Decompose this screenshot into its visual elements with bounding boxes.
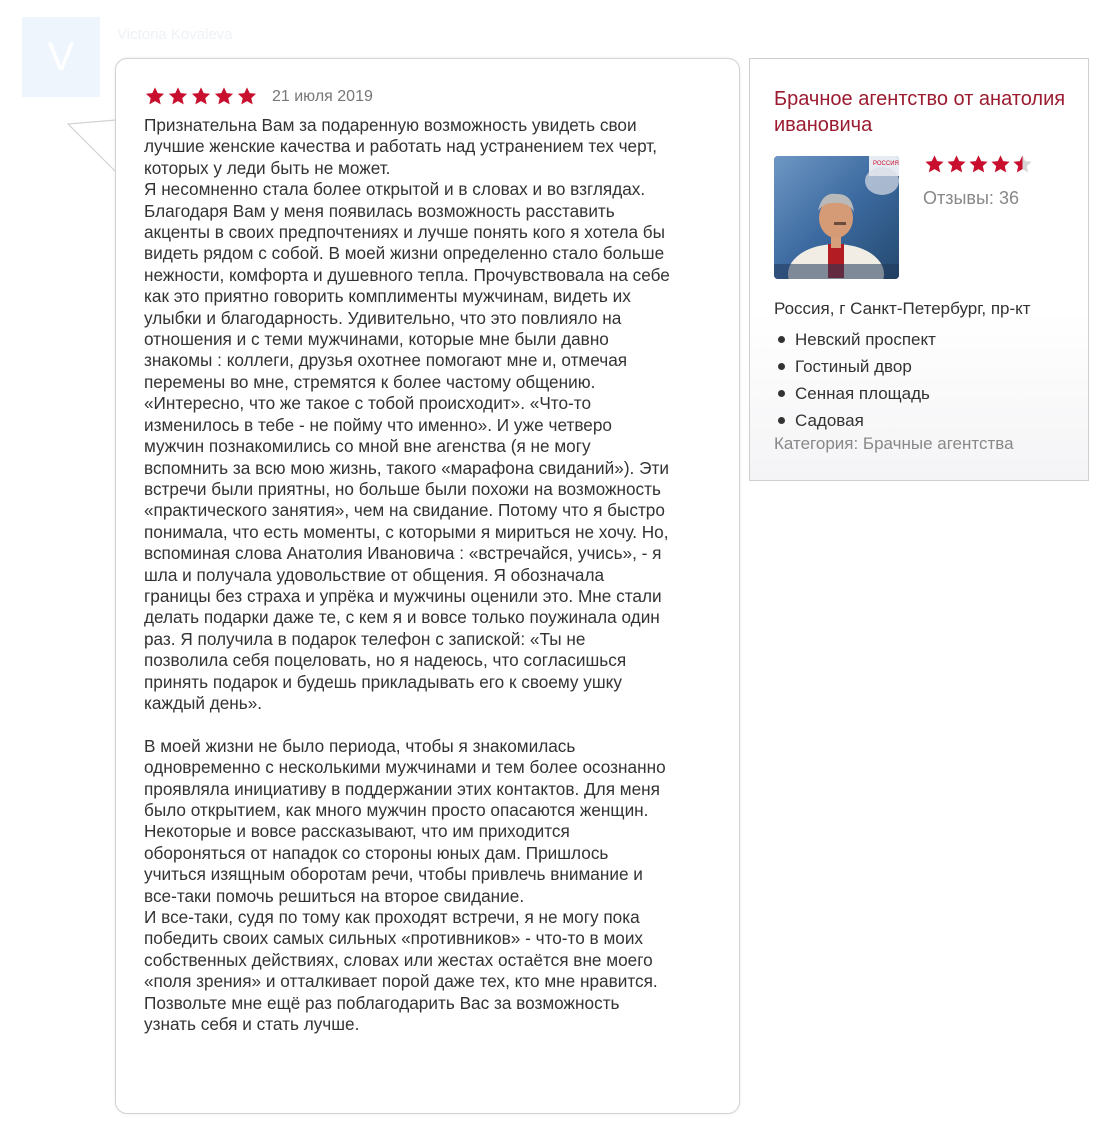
review-line: шла и получала удовольствие от общения. Я обозначала [144,564,605,585]
review-line: победить своих самых сильных «противников» - что-то в моих [144,928,644,949]
author-initial: V [47,34,75,79]
metro-item: Сенная площадь [774,380,936,407]
review-line: было открытием, как много мужчин просто опасаются женщин. [144,799,649,820]
author-avatar [22,17,100,97]
review-line: которых у леди быть не может. [144,157,391,178]
review-text [144,115,719,1035]
star-icon [190,86,212,107]
review-line: «поля зрения» и отталкивает порой даже тех, кто мне нравится. [144,971,658,992]
review-line: вспомнить за всю мою жизнь, такого «марафона свиданий»). Эти [144,457,669,478]
review-paragraph [144,115,719,714]
company-rating-stars [924,154,1033,175]
company-photo-image [774,156,899,279]
bullet-icon [778,390,785,397]
review-line: И все-таки, судя по тому как проходят встречи, я не могу пока [144,907,640,928]
star-icon [946,154,967,175]
review-line: встречи были приятны, но больше были похожи на возможность [144,478,661,499]
review-line: отношения и с теми мужчинами, которые мне были давно [144,329,609,350]
review-line: обороняться от нападок со стороны юных дам. Пришлось [144,842,609,863]
review-line: изменилось в тебе - не пойму что именно». И уже четверо [144,414,612,435]
photo-caption: РОССИЯ [873,161,899,167]
metro-item: Невский проспект [774,326,936,353]
star-icon [167,86,189,107]
bullet-icon [778,417,785,424]
review-date: 21 июля 2019 [272,87,373,105]
review-line: Благодаря Вам у меня появилась возможность расставить [144,200,615,221]
review-line: улыбки и благодарность. Удивительно, что это повлияло на [144,307,622,328]
star-icon [924,154,945,175]
review-line: «практического занятия», чем на свидание. Потому что я быстро [144,500,665,521]
company-title-link[interactable]: Брачное агентство от анатолия ивановича [774,88,1066,136]
review-meta [144,86,373,107]
metro-item: Гостиный двор [774,353,936,380]
review-line: видеть рядом с собой. В моей жизни определенно стало больше [144,243,665,264]
review-line: Я несомненно стала более открытой и в словах и во взглядах. [144,179,646,200]
company-card [749,58,1089,481]
review-line: узнать себя и стать лучше. [144,1014,360,1035]
review-line: мужчин познакомились со мной вне агенства (я не могу [144,436,591,457]
review-line: проявляла инициативу в поддержании этих контактов. Для меня [144,778,660,799]
review-line: нежности, комфорта и душевного тепла. Прочувствовала на себе [144,264,670,285]
review-line: В моей жизни не было периода, чтобы я знакомилась [144,735,576,756]
review-line: каждый день». [144,692,263,713]
review-line: одновременно с несколькими мужчинами и тем более осознанно [144,757,666,778]
star-icon [990,154,1011,175]
company-photo[interactable] [774,156,899,279]
review-line: границы без страха и упрёка и мужчины оценили это. Мне стали [144,585,662,606]
bubble-tail [66,118,120,174]
star-icon [144,86,166,107]
review-line: учиться изящным оборотам речи, чтобы привлечь внимание и [144,864,643,885]
review-line: Признательна Вам за подаренную возможность увидеть свои [144,115,637,135]
review-line: Позвольте мне ещё раз поблагодарить Вас за возможность [144,992,620,1013]
star-icon [213,86,235,107]
company-category: Категория: Брачные агентства [774,434,1014,453]
star-icon [236,86,258,107]
review-line: делать подарки даже те, с кем я и вовсе только поужинала один [144,607,660,628]
review-paragraph [144,736,719,1036]
company-address: Россия, г Санкт-Петербург, пр-кт [774,299,1031,318]
star-icon [1012,154,1033,175]
bullet-icon [778,336,785,343]
review-line: вспоминая слова Анатолия Ивановича : «встречайся, учись», - я [144,543,662,564]
review-line: как это приятно говорить комплименты мужчинам, видеть их [144,286,631,307]
review-rating-stars [144,86,258,107]
review-line: лучшие женские качества и работать над устранением тех черт, [144,136,658,157]
bullet-icon [778,363,785,370]
reviews-count-link[interactable]: Отзывы: 36 [923,188,1019,208]
review-line: «Интересно, что же такое с тобой происходит». «Что-то [144,393,592,414]
review-line: акценты в своих предпочтениях и лучше понять кого я хотела бы [144,222,666,243]
review-line: позволила себя поцеловать, но я надеюсь, что согласишься [144,650,627,671]
metro-item: Садовая [774,407,936,434]
review-line: понимала, что есть моменты, с которыми я мириться не хочу. Но, [144,521,669,542]
review-line: принять подарок и будешь прикладывать его к своему ушку [144,671,622,692]
review-card [115,58,740,1114]
review-line: собственных действиях, словах или жестах остаётся вне моего [144,949,653,970]
metro-list [774,326,936,434]
author-name: Victoria Kovaleva [117,26,233,43]
review-line: знакомы : коллеги, друзья охотнее помогают мне и, отмечая [144,350,628,371]
review-line: все-таки помочь решиться на второе свидание. [144,885,525,906]
review-line: Некоторые и вовсе рассказывают, что им приходится [144,821,570,842]
star-icon [968,154,989,175]
review-line: перемены во мне, стремятся к более частому общению. [144,371,596,392]
review-line: раз. Я получила в подарок телефон с запиской: «Ты не [144,628,586,649]
